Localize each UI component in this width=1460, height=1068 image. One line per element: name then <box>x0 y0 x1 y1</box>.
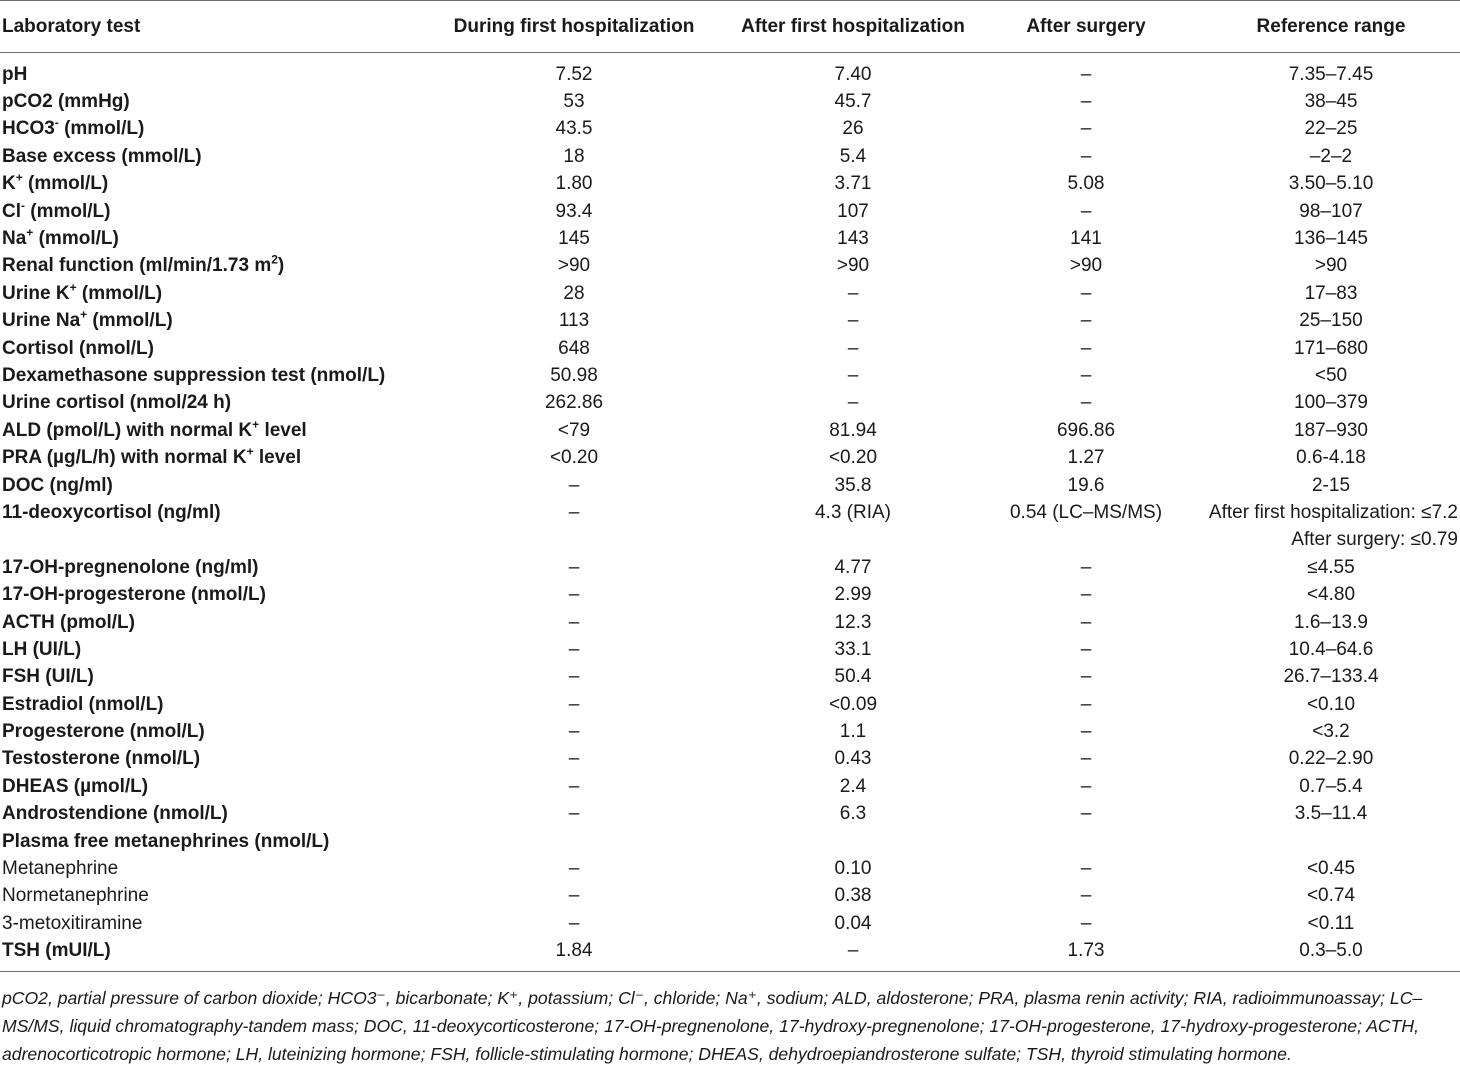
row-label <box>0 308 412 335</box>
cell-after-surgery <box>970 527 1202 554</box>
row-label-text: Cortisol (nmol/L) <box>2 337 154 359</box>
row-label <box>0 253 412 280</box>
row-label <box>0 855 412 882</box>
cell-after-first-hospitalization: <0.09 <box>828 693 878 715</box>
cell-after-first-hospitalization: 3.71 <box>834 173 872 195</box>
table-row <box>0 718 1460 745</box>
cell-during-first-hospitalization <box>412 527 736 554</box>
cell-after-surgery: >90 <box>1069 255 1103 277</box>
row-label <box>0 88 412 115</box>
cell-reference-range: 3.5–11.4 <box>1294 803 1368 825</box>
cell-after-surgery: – <box>1080 200 1092 222</box>
table-row <box>0 444 1460 471</box>
cell-after-first-hospitalization: – <box>847 282 859 304</box>
cell-after-first-hospitalization: 2.99 <box>834 584 872 606</box>
row-label <box>0 225 412 252</box>
cell-reference-range: 10.4–64.6 <box>1288 638 1374 660</box>
header-laboratory-test: Laboratory test <box>0 1 412 53</box>
table-row <box>0 88 1460 115</box>
cell-reference-range: 26.7–133.4 <box>1283 666 1379 688</box>
cell-during-first-hospitalization: <0.20 <box>549 447 599 469</box>
cell-after-first-hospitalization <box>736 828 970 855</box>
table-row <box>0 938 1460 972</box>
cell-during-first-hospitalization: 1.84 <box>412 938 736 972</box>
table-row <box>0 225 1460 252</box>
row-label <box>0 444 412 471</box>
row-label <box>0 938 412 972</box>
cell-after-first-hospitalization: <0.20 <box>828 447 878 469</box>
cell-after-surgery: 5.08 <box>1067 173 1105 195</box>
cell-after-first-hospitalization: 81.94 <box>829 419 877 441</box>
table-footnote: pCO2, partial pressure of carbon dioxide; HCO3⁻, bicarbonate; K⁺, potassium; Cl⁻, chloride; Na⁺, sodium; ALD, aldosterone; PRA, plasma renin activity; RIA, radioimmunoassay; LC–MS/MS, liquid chromatography-tandem mass; DOC, 11-deoxycorticosterone; 17-OH-pregnenolone, 17-hydroxy-pregnenolone; 17-OH-progesterone, 17-hydroxy-progesterone; ACTH, adrenocorticotropic hormone; LH, luteinizing hormone; FSH, follicle-stimulating hormone; DHEAS, dehydroepiandrosterone sulfate; TSH, thyroid stimulating hormone. <box>2 988 1423 1064</box>
cell-after-surgery: – <box>1080 748 1092 770</box>
cell-during-first-hospitalization: – <box>568 474 580 496</box>
cell-reference-range: 25–150 <box>1299 310 1363 332</box>
cell-after-first-hospitalization: 33.1 <box>834 638 872 660</box>
row-label-text: Plasma free metanephrines (nmol/L) <box>2 830 330 852</box>
cell-after-first-hospitalization: 143 <box>837 228 869 250</box>
cell-during-first-hospitalization: 7.52 <box>555 63 593 85</box>
row-label-text: Urine Na <box>2 310 81 332</box>
table-row <box>0 828 1460 855</box>
cell-reference-range: 100–379 <box>1294 392 1368 414</box>
row-label-text: pH <box>2 63 28 85</box>
table-row <box>0 499 1460 526</box>
cell-after-first-hospitalization: 4.77 <box>834 556 872 578</box>
cell-reference-range: After first hospitalization: ≤7.2 <box>1208 501 1458 523</box>
row-label <box>0 636 412 663</box>
table-body <box>0 53 1460 972</box>
cell-during-first-hospitalization: – <box>568 912 580 934</box>
row-label-superscript: + <box>246 444 254 459</box>
cell-reference-range: <0.45 <box>1306 858 1356 880</box>
cell-reference-range: >90 <box>1314 255 1348 277</box>
row-label <box>0 609 412 636</box>
cell-reference-range: 0.6-4.18 <box>1296 447 1366 469</box>
cell-after-surgery: – <box>1080 392 1092 414</box>
row-label <box>0 828 412 855</box>
cell-after-first-hospitalization: 12.3 <box>834 611 872 633</box>
row-label-text: DHEAS (µmol/L) <box>2 775 149 797</box>
cell-reference-range: 1.6–13.9 <box>1294 611 1368 633</box>
cell-during-first-hospitalization: 43.5 <box>555 118 593 140</box>
table-row <box>0 417 1460 444</box>
header-row <box>0 1 1460 53</box>
cell-after-surgery: – <box>1080 584 1092 606</box>
row-label <box>0 472 412 499</box>
cell-after-first-hospitalization: 2.4 <box>839 775 867 797</box>
cell-reference-range: 0.22–2.90 <box>1288 748 1374 770</box>
row-label-superscript: + <box>69 280 77 295</box>
table-row <box>0 53 1460 89</box>
row-label <box>0 527 412 554</box>
cell-during-first-hospitalization: 18 <box>563 145 585 167</box>
table-row <box>0 390 1460 417</box>
cell-after-first-hospitalization: – <box>847 337 859 359</box>
row-label <box>0 499 412 526</box>
row-label-tail: level <box>259 419 307 441</box>
cell-during-first-hospitalization: 145 <box>558 228 590 250</box>
cell-during-first-hospitalization: 113 <box>558 310 590 332</box>
row-label <box>0 116 412 143</box>
cell-after-surgery: – <box>1080 912 1092 934</box>
table-row <box>0 472 1460 499</box>
cell-after-first-hospitalization: 0.43 <box>834 748 872 770</box>
row-label-superscript: + <box>26 225 34 240</box>
cell-reference-range: ≤4.55 <box>1307 556 1355 578</box>
row-label-superscript: 2 <box>271 253 278 268</box>
row-label-superscript: + <box>252 417 260 432</box>
cell-reference-range: 2-15 <box>1311 474 1351 496</box>
cell-reference-range: <0.10 <box>1306 693 1356 715</box>
header-after-first-hospitalization: After first hospitalization <box>736 1 970 53</box>
row-label-tail: (mmol/L) <box>22 173 109 195</box>
cell-after-surgery: – <box>1080 364 1092 386</box>
table-row <box>0 308 1460 335</box>
row-label-tail: (mmol/L) <box>25 200 111 222</box>
cell-during-first-hospitalization: – <box>568 611 580 633</box>
cell-after-surgery: 141 <box>1070 228 1102 250</box>
row-label <box>0 718 412 745</box>
row-label-text: Renal function (ml/min/1.73 m <box>2 255 272 277</box>
cell-after-first-hospitalization: 107 <box>837 200 869 222</box>
cell-during-first-hospitalization: <79 <box>557 419 591 441</box>
cell-after-surgery: – <box>1080 337 1092 359</box>
cell-during-first-hospitalization: – <box>568 721 580 743</box>
header-reference-range: Reference range <box>1202 1 1460 53</box>
cell-after-first-hospitalization: 0.04 <box>834 912 872 934</box>
table-row <box>0 527 1460 554</box>
cell-during-first-hospitalization: 50.98 <box>550 364 598 386</box>
table-row <box>0 636 1460 663</box>
table-row <box>0 253 1460 280</box>
table-row <box>0 883 1460 910</box>
row-label <box>0 746 412 773</box>
cell-reference-range: <0.74 <box>1306 885 1356 907</box>
row-label <box>0 691 412 718</box>
header-during-first-hospitalization: During first hospitalization <box>412 1 736 53</box>
row-label-superscript: + <box>80 307 88 322</box>
row-label <box>0 801 412 828</box>
cell-during-first-hospitalization: 93.4 <box>555 200 593 222</box>
row-label-text: Metanephrine <box>2 858 119 880</box>
cell-after-first-hospitalization: 7.40 <box>834 63 872 85</box>
row-label <box>0 280 412 307</box>
table-row <box>0 773 1460 800</box>
row-label-text: PRA (µg/L/h) with normal K <box>2 447 247 469</box>
cell-during-first-hospitalization: 1.80 <box>555 173 593 195</box>
cell-after-surgery <box>970 828 1202 855</box>
cell-after-surgery: – <box>1080 118 1092 140</box>
cell-during-first-hospitalization <box>412 828 736 855</box>
cell-after-surgery: – <box>1080 803 1092 825</box>
row-label-text: pCO2 (mmHg) <box>2 91 130 113</box>
cell-after-surgery: – <box>1080 145 1092 167</box>
row-label <box>0 554 412 581</box>
cell-after-surgery: – <box>1080 666 1092 688</box>
cell-reference-range: <3.2 <box>1312 721 1350 743</box>
table-row <box>0 664 1460 691</box>
cell-after-surgery: – <box>1080 282 1092 304</box>
row-label-text: Testosterone (nmol/L) <box>2 748 201 770</box>
cell-during-first-hospitalization: – <box>568 803 580 825</box>
row-label-text: Na <box>2 228 27 250</box>
table-row <box>0 198 1460 225</box>
cell-reference-range <box>1202 828 1460 855</box>
row-label-text: Base excess (mmol/L) <box>2 145 202 167</box>
cell-during-first-hospitalization: – <box>568 666 580 688</box>
table-row <box>0 171 1460 198</box>
row-label <box>0 143 412 170</box>
table-row <box>0 691 1460 718</box>
cell-reference-range: 0.7–5.4 <box>1299 775 1363 797</box>
cell-after-first-hospitalization: 5.4 <box>839 145 867 167</box>
row-label-tail: ) <box>277 255 285 277</box>
cell-during-first-hospitalization: – <box>568 858 580 880</box>
table-row <box>0 609 1460 636</box>
row-label-text: LH (UI/L) <box>2 638 82 660</box>
cell-after-first-hospitalization: 26 <box>842 118 864 140</box>
cell-during-first-hospitalization: >90 <box>557 255 591 277</box>
row-label-text: Normetanephrine <box>2 885 149 907</box>
cell-during-first-hospitalization: 262.86 <box>544 392 604 414</box>
row-label-text: Androstendione (nmol/L) <box>2 803 228 825</box>
cell-during-first-hospitalization: – <box>568 885 580 907</box>
cell-after-surgery: 1.27 <box>1067 447 1105 469</box>
cell-reference-range: 22–25 <box>1304 118 1358 140</box>
cell-reference-range: <4.80 <box>1306 584 1356 606</box>
row-label-text: HCO3 <box>2 118 55 140</box>
row-label-text: 17-OH-pregnenolone (ng/ml) <box>2 556 259 578</box>
row-label-text: ACTH (pmol/L) <box>2 611 135 633</box>
cell-reference-range: 136–145 <box>1294 228 1368 250</box>
cell-after-first-hospitalization: >90 <box>836 255 870 277</box>
row-label-superscript: + <box>15 170 23 185</box>
row-label-tail: level <box>253 447 302 469</box>
table-row <box>0 581 1460 608</box>
row-label <box>0 390 412 417</box>
row-label <box>0 198 412 225</box>
row-label-text: 17-OH-progesterone (nmol/L) <box>2 584 266 606</box>
cell-after-first-hospitalization: 45.7 <box>834 91 872 113</box>
table-row <box>0 801 1460 828</box>
cell-during-first-hospitalization: 53 <box>563 91 585 113</box>
row-label-superscript: - <box>54 116 59 131</box>
cell-during-first-hospitalization: – <box>568 501 580 523</box>
cell-after-first-hospitalization: 1.1 <box>839 721 867 743</box>
row-label <box>0 362 412 389</box>
table-row <box>0 116 1460 143</box>
cell-after-first-hospitalization: 35.8 <box>834 474 872 496</box>
cell-reference-range: 38–45 <box>1304 91 1358 113</box>
row-label-text: K <box>2 173 16 195</box>
row-label-tail: (mmol/L) <box>76 282 163 304</box>
row-label-text: 3-metoxitiramine <box>2 912 143 934</box>
row-label-tail: (mmol/L) <box>87 310 173 332</box>
row-label <box>0 883 412 910</box>
row-label-text: 11-deoxycortisol (ng/ml) <box>2 501 221 523</box>
cell-reference-range: 171–680 <box>1294 337 1368 359</box>
table-row <box>0 554 1460 581</box>
cell-during-first-hospitalization: 28 <box>563 282 585 304</box>
cell-during-first-hospitalization: – <box>568 748 580 770</box>
table-row <box>0 335 1460 362</box>
cell-after-surgery: – <box>1080 885 1092 907</box>
cell-after-surgery: 0.54 (LC–MS/MS) <box>1009 501 1163 523</box>
table-row <box>0 362 1460 389</box>
cell-after-first-hospitalization: 0.10 <box>834 858 872 880</box>
cell-during-first-hospitalization: – <box>568 584 580 606</box>
cell-after-surgery: – <box>1080 693 1092 715</box>
cell-after-surgery: – <box>1080 63 1092 85</box>
cell-after-first-hospitalization: – <box>847 364 859 386</box>
row-label-text: Cl <box>2 200 21 222</box>
row-label-text: TSH (mUI/L) <box>2 940 111 962</box>
cell-after-first-hospitalization: 4.3 (RIA) <box>814 501 892 523</box>
row-label <box>0 335 412 362</box>
cell-after-first-hospitalization: – <box>736 938 970 972</box>
row-label <box>0 773 412 800</box>
row-label-text: Urine K <box>2 282 70 304</box>
cell-after-first-hospitalization: 50.4 <box>834 666 872 688</box>
cell-after-surgery: 1.73 <box>970 938 1202 972</box>
row-label <box>0 417 412 444</box>
table-row <box>0 746 1460 773</box>
row-label-tail: (mmol/L) <box>58 118 145 140</box>
cell-during-first-hospitalization: – <box>568 556 580 578</box>
row-label-text: Estradiol (nmol/L) <box>2 693 164 715</box>
cell-reference-range: After surgery: ≤0.79 <box>1291 529 1458 551</box>
header-after-surgery: After surgery <box>970 1 1202 53</box>
cell-reference-range: 17–83 <box>1304 282 1358 304</box>
table-header <box>0 1 1460 53</box>
table-row <box>0 855 1460 882</box>
row-label <box>0 581 412 608</box>
cell-reference-range: 3.50–5.10 <box>1288 173 1374 195</box>
table-row <box>0 280 1460 307</box>
row-label-text: ALD (pmol/L) with normal K <box>2 419 253 441</box>
cell-after-surgery: – <box>1080 638 1092 660</box>
row-label-text: Progesterone (nmol/L) <box>2 721 205 743</box>
cell-reference-range: –2–2 <box>1309 145 1353 167</box>
table-row <box>0 143 1460 170</box>
cell-after-surgery: – <box>1080 775 1092 797</box>
cell-during-first-hospitalization: – <box>568 693 580 715</box>
cell-after-surgery: – <box>1080 310 1092 332</box>
row-label-text: DOC (ng/ml) <box>2 474 113 496</box>
cell-after-surgery: 19.6 <box>1067 474 1105 496</box>
cell-after-surgery: – <box>1080 858 1092 880</box>
cell-during-first-hospitalization: – <box>568 775 580 797</box>
cell-reference-range: 187–930 <box>1294 419 1368 441</box>
row-label-superscript: - <box>21 198 25 213</box>
row-label-text: Urine cortisol (nmol/24 h) <box>2 392 232 414</box>
cell-after-first-hospitalization: – <box>847 392 859 414</box>
cell-after-first-hospitalization: 6.3 <box>839 803 867 825</box>
cell-after-surgery: – <box>1080 721 1092 743</box>
row-label <box>0 664 412 691</box>
row-label-text: Dexamethasone suppression test (nmol/L) <box>2 364 386 386</box>
cell-during-first-hospitalization: 648 <box>558 337 590 359</box>
row-label <box>0 53 412 89</box>
cell-during-first-hospitalization: – <box>568 638 580 660</box>
cell-after-surgery: – <box>1080 611 1092 633</box>
cell-reference-range: <0.11 <box>1307 912 1355 934</box>
cell-after-surgery: – <box>1080 556 1092 578</box>
cell-reference-range: 98–107 <box>1299 200 1363 222</box>
cell-after-first-hospitalization: 0.38 <box>834 885 872 907</box>
cell-after-surgery: – <box>1080 91 1092 113</box>
cell-reference-range: 0.3–5.0 <box>1202 938 1460 972</box>
cell-reference-range: <50 <box>1314 364 1348 386</box>
table-row <box>0 910 1460 937</box>
row-label-tail: (mmol/L) <box>33 228 119 250</box>
cell-after-surgery: 696.86 <box>1056 419 1116 441</box>
cell-after-first-hospitalization <box>736 527 970 554</box>
row-label <box>0 171 412 198</box>
cell-reference-range: 7.35–7.45 <box>1288 63 1374 85</box>
cell-after-first-hospitalization: – <box>847 310 859 332</box>
row-label-text: FSH (UI/L) <box>2 666 94 688</box>
row-label <box>0 910 412 937</box>
